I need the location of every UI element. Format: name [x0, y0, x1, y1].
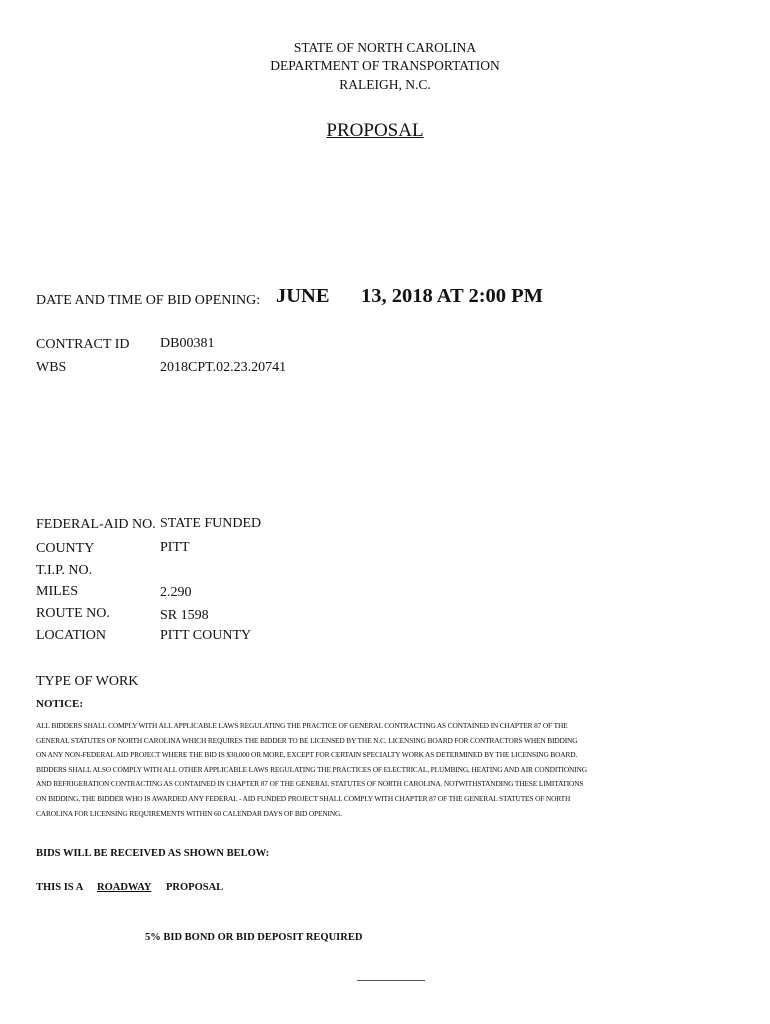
location-label: LOCATION — [36, 628, 106, 643]
proposal-type-value: ROADWAY — [97, 882, 152, 893]
header-state: STATE OF NORTH CAROLINA — [293, 40, 477, 55]
county-label: COUNTY — [36, 541, 95, 556]
header-department: DEPARTMENT OF TRANSPORTATION — [270, 58, 500, 73]
type-of-work-label: TYPE OF WORK — [36, 674, 139, 689]
notice-line: AND REFRIGERATION CONTRACTING AS CONTAINED IN CHAPTER 87 OF THE GENERAL STATUTES OF NORTH CAROLINA. NOTWITHSTANDING THESE LIMITATIONS — [36, 779, 584, 789]
county-value: PITT — [160, 540, 190, 555]
contract-id-label: CONTRACT ID — [36, 337, 130, 352]
miles-label: MILES — [36, 584, 78, 599]
notice-line: ON ANY NON-FEDERAL AID PROJECT WHERE THE BID IS $30,000 OR MORE, EXCEPT FOR CERTAIN SPECIALTY WORK AS DETERMINED BY THE LICENSING BOARD. — [36, 750, 578, 760]
contract-id-value: DB00381 — [160, 336, 215, 351]
bid-opening-label: DATE AND TIME OF BID OPENING: — [36, 293, 261, 308]
bids-received-text: BIDS WILL BE RECEIVED AS SHOWN BELOW: — [36, 848, 270, 859]
location-value: PITT COUNTY — [160, 628, 252, 643]
notice-line: ALL BIDDERS SHALL COMPLY WITH ALL APPLICABLE LAWS REGULATING THE PRACTICE OF GENERAL CONTRACTING AS CONTAINED IN CHAPTER 87 OF THE — [36, 721, 568, 730]
notice-line: GENERAL STATUTES OF NORTH CAROLINA WHICH REQUIRES THE BIDDER TO BE LICENSED BY THE N.C. LICENSING BOARD FOR CONTRACTORS WHEN BIDDING — [36, 735, 578, 745]
federal-aid-value: STATE FUNDED — [160, 516, 262, 531]
miles-value: 2.290 — [160, 585, 192, 600]
page-title: PROPOSAL — [326, 120, 424, 141]
route-label: ROUTE NO. — [36, 606, 110, 621]
notice-line: BIDDERS SHALL ALSO COMPLY WITH ALL OTHER APPLICABLE LAWS REGULATING THE PRACTICES OF ELECTRICAL, PLUMBING, HEATING AND AIR CONDITIONING — [36, 764, 587, 774]
bottom-divider — [357, 980, 425, 981]
tip-label: T.I.P. NO. — [36, 563, 93, 578]
notice-line: ON BIDDING, THE BIDDER WHO IS AWARDED ANY FEDERAL - AID FUNDED PROJECT SHALL COMPLY WITH CHAPTER 87 OF THE GENERAL STATUTES OF NORTH — [36, 793, 571, 803]
bid-opening-date-time: 13, 2018 AT 2:00 PM — [361, 285, 544, 307]
notice-heading: NOTICE: — [36, 698, 84, 710]
bid-opening-month: JUNE — [276, 285, 330, 307]
notice-body — [36, 719, 636, 821]
bond-requirement: 5% BID BOND OR BID DEPOSIT REQUIRED — [145, 932, 363, 943]
wbs-value: 2018CPT.02.23.20741 — [160, 360, 287, 375]
route-value: SR 1598 — [160, 608, 209, 623]
wbs-label: WBS — [36, 360, 67, 375]
federal-aid-label: FEDERAL-AID NO. — [36, 517, 156, 532]
notice-line: CAROLINA FOR LICENSING REQUIREMENTS WITHIN 60 CALENDAR DAYS OF BID OPENING. — [36, 808, 342, 818]
header-city: RALEIGH, N.C. — [339, 77, 431, 92]
proposal-type-suffix: PROPOSAL — [166, 882, 224, 893]
proposal-type-prefix: THIS IS A — [36, 882, 84, 893]
